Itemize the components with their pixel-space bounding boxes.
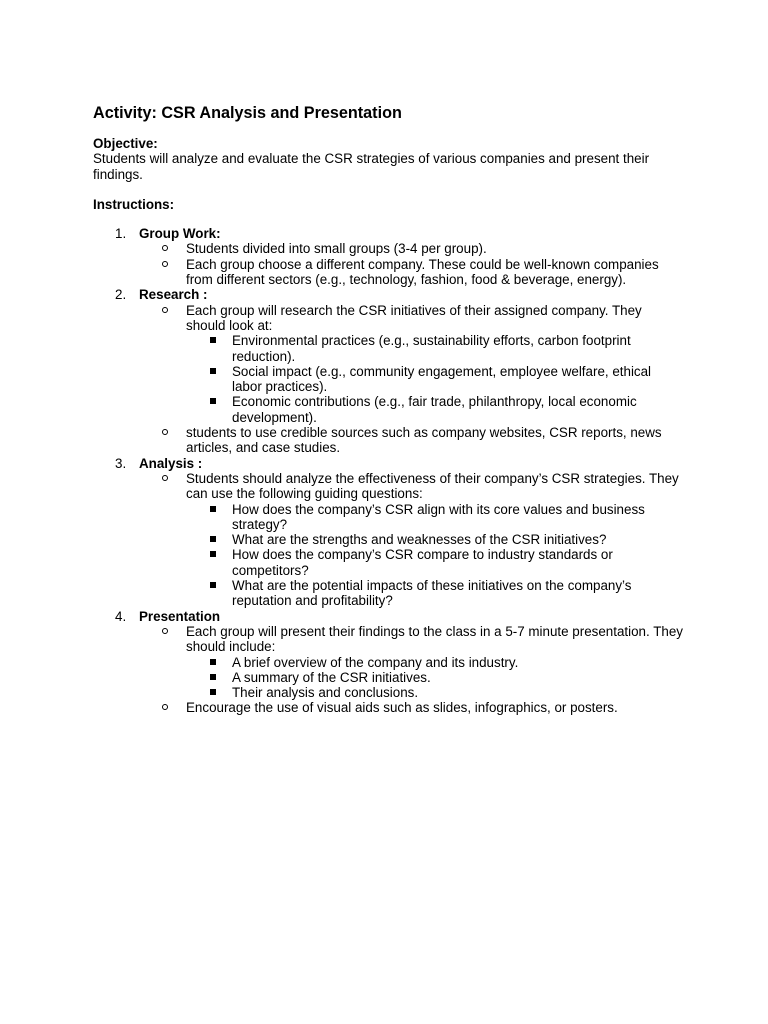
sub-list-item [186,394,683,425]
list-item [139,303,683,425]
sub-list-item [186,655,683,670]
step-number: 4. [115,608,127,624]
step-heading: Analysis : [139,455,203,471]
hollow-circle-bullet-icon [162,245,168,251]
objective-text: Students will analyze and evaluate the CSR strategies of various companies and present their findings. [93,151,650,182]
list-item-text: Each group will present their findings to the class in a 5-7 minute presentation. They should include: [186,623,683,655]
sub-items [186,502,683,609]
step-items [139,303,683,456]
list-item-text: Students divided into small groups (3-4 per group). [186,241,487,257]
sub-items [186,655,683,701]
sub-list-item-text: Environmental practices (e.g., sustainability efforts, carbon footprint reduction). [232,333,631,364]
step-heading: Group Work: [139,226,221,242]
step-research [93,287,683,455]
step-number: 3. [115,455,127,471]
step-number: 1. [115,226,127,242]
sub-list-item-text: How does the company’s CSR compare to industry standards or competitors? [232,547,613,578]
sub-list-item [186,532,683,547]
square-bullet-icon [210,551,216,557]
step-items [139,241,683,287]
list-item-text: Encourage the use of visual aids such as slides, infographics, or posters. [186,700,618,716]
sub-list-item-text: What are the strengths and weaknesses of the CSR initiatives? [232,532,607,548]
square-bullet-icon [210,506,216,512]
sub-list-item-text: Economic contributions (e.g., fair trade, philanthropy, local economic development). [232,394,637,425]
hollow-circle-bullet-icon [162,628,168,634]
list-item [139,700,683,715]
list-item-text: students to use credible sources such as company websites, CSR reports, news articles, and case studies. [186,425,662,456]
list-item [139,471,683,609]
sub-list-item [186,670,683,685]
hollow-circle-bullet-icon [162,704,168,710]
step-analysis [93,456,683,609]
sub-list-item-text: What are the potential impacts of these initiatives on the company’s reputation and profitability? [232,578,632,609]
sub-list-item-text: A summary of the CSR initiatives. [232,669,431,685]
hollow-circle-bullet-icon [162,475,168,481]
sub-list-item [186,578,683,609]
sub-list-item-text: Social impact (e.g., community engagement, employee welfare, ethical labor practices). [232,363,652,395]
hollow-circle-bullet-icon [162,261,168,267]
hollow-circle-bullet-icon [162,429,168,435]
square-bullet-icon [210,674,216,680]
list-item [139,425,683,456]
instructions-label: Instructions: [93,196,175,212]
instruction-steps-list [93,226,683,716]
square-bullet-icon [210,398,216,404]
square-bullet-icon [210,689,216,695]
sub-list-item [186,547,683,578]
square-bullet-icon [210,582,216,588]
square-bullet-icon [210,659,216,665]
hollow-circle-bullet-icon [162,307,168,313]
sub-list-item-text: A brief overview of the company and its industry. [232,654,519,670]
step-items [139,624,683,716]
step-presentation [93,609,683,716]
step-group-work [93,226,683,287]
step-number: 2. [115,287,127,303]
square-bullet-icon [210,536,216,542]
sub-list-item-text: Their analysis and conclusions. [232,685,419,701]
document-title: Activity: CSR Analysis and Presentation [93,104,402,122]
list-item [139,257,683,288]
square-bullet-icon [210,337,216,343]
list-item-text: Students should analyze the effectiveness of their company’s CSR strategies. They can use the following guiding questions: [186,470,679,502]
document-page [93,103,683,716]
step-heading: Research : [139,287,208,303]
sub-list-item [186,364,683,395]
sub-list-item-text: How does the company’s CSR align with its core values and business strategy? [232,501,645,532]
list-item-text: Each group will research the CSR initiatives of their assigned company. They should look at: [186,302,642,333]
step-items [139,471,683,609]
list-item [139,624,683,700]
objective-label: Objective: [93,136,158,151]
step-heading: Presentation [139,608,221,624]
sub-list-item [186,502,683,533]
sub-items [186,333,683,425]
square-bullet-icon [210,368,216,374]
sub-list-item [186,333,683,364]
sub-list-item [186,685,683,700]
list-item [139,241,683,256]
list-item-text: Each group choose a different company. These could be well-known companies from different sectors (e.g., technology, fashion, food & beverage, energy). [186,256,659,288]
